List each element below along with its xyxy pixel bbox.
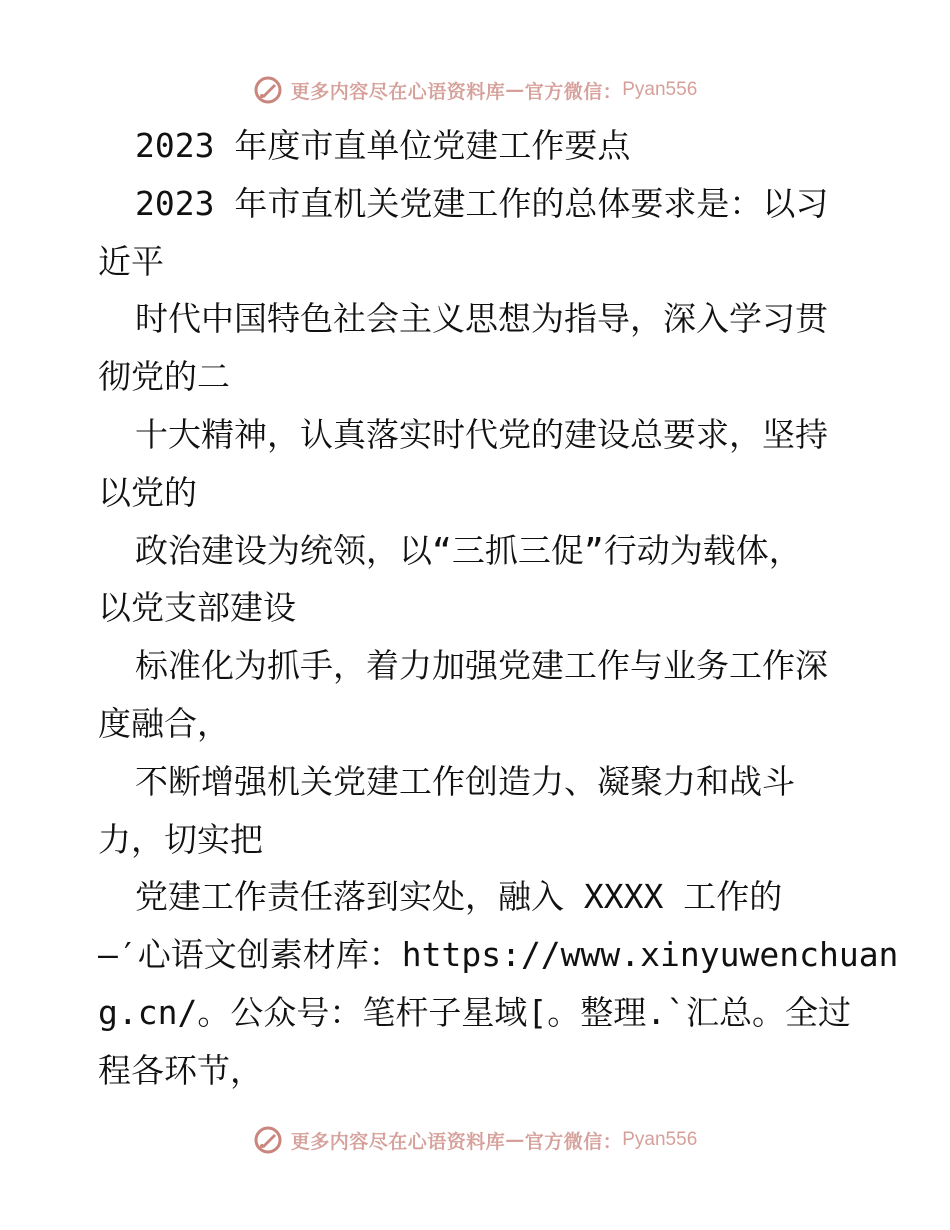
pen-circle-logo-icon — [253, 1125, 283, 1155]
text-line: 标准化为抓手，着力加强党建工作与业务工作深 — [135, 646, 828, 686]
text-line: 彻党的二 — [98, 357, 230, 397]
text-line: 近平 — [98, 241, 164, 281]
text-line: —′心语文创素材库：https://www.xinyuwenchuan — [98, 935, 899, 975]
document-body — [98, 117, 899, 1100]
banner-wechat-id: Pyan556 — [622, 1129, 698, 1150]
banner-separator: — — [505, 1129, 525, 1151]
text-line: 不断增强机关党建工作创造力、凝聚力和战斗 — [135, 761, 795, 801]
text-line: g.cn/。公众号：笔杆子星域[。整理.`汇总。全过 — [98, 992, 851, 1032]
text-line: 时代中国特色社会主义思想为指导，深入学习贯 — [135, 299, 828, 339]
banner-wechat-label: 官方微信： — [524, 1130, 623, 1153]
text-line: 度融合， — [98, 703, 230, 743]
text-line: 以党的 — [98, 472, 197, 512]
banner-separator: — — [505, 79, 525, 101]
banner-wechat-label: 官方微信： — [524, 80, 623, 103]
watermark-banner-bottom — [0, 1120, 950, 1160]
document-title: 2023 年度市直单位党建工作要点 — [135, 126, 631, 165]
text-line: 力，切实把 — [98, 819, 263, 859]
watermark-banner-top — [0, 70, 950, 110]
text-line: 十大精神，认真落实时代党的建设总要求，坚持 — [135, 414, 828, 454]
banner-site-text: 更多内容尽在心语资料库 — [290, 1130, 506, 1153]
banner-site-text: 更多内容尽在心语资料库 — [290, 80, 506, 103]
text-line: 程各环节， — [98, 1050, 263, 1090]
text-line: 2023 年市直机关党建工作的总体要求是：以习 — [135, 183, 829, 223]
pen-circle-logo-icon — [253, 75, 283, 105]
text-line: 党建工作责任落到实处，融入 XXXX 工作的 — [135, 877, 783, 917]
banner-wechat-id: Pyan556 — [622, 79, 698, 100]
text-line: 以党支部建设 — [98, 588, 296, 628]
text-line: 政治建设为统领，以“三抓三促”行动为载体， — [135, 530, 802, 570]
